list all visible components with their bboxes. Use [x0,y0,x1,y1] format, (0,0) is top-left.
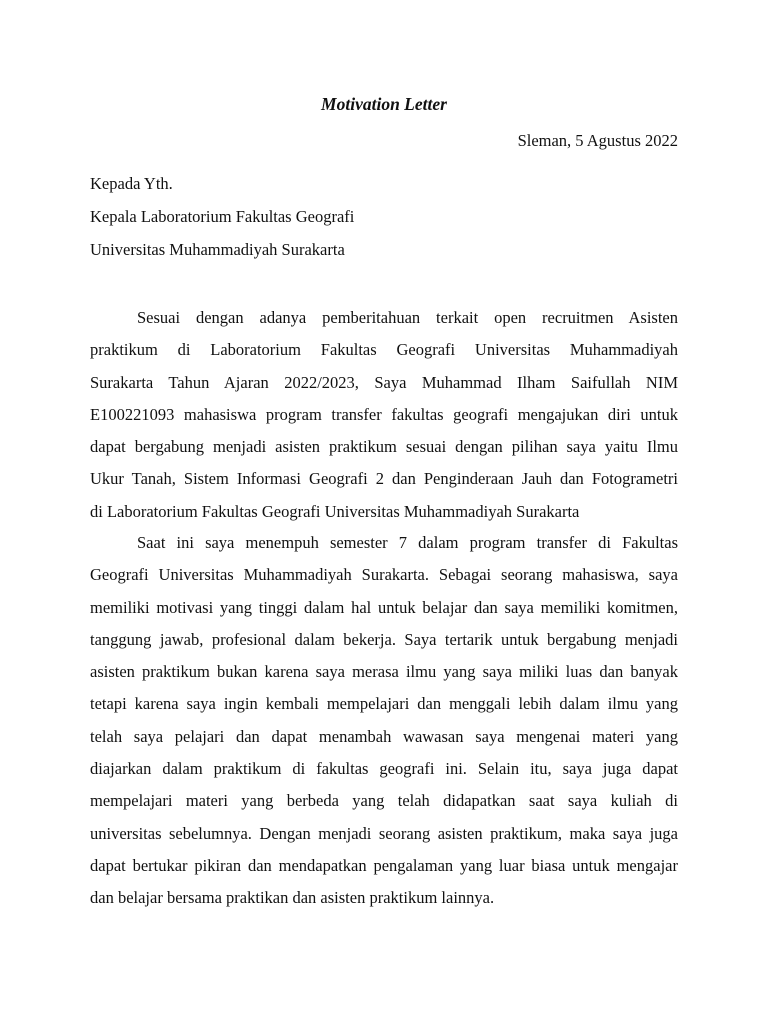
text-line: tanggung jawab, profesional dalam bekerja. Saya tertarik untuk bergabung menjadi [90,629,678,649]
addressee-line: Kepala Laboratorium Fakultas Geografi [90,207,355,226]
addressee-block [90,167,354,266]
text-line: diajarkan dalam praktikum di fakultas geografi ini. Selain itu, saya juga dapat [90,759,678,779]
text-line: dan belajar bersama praktikan dan asisten praktikum lainnya. [90,888,495,908]
text-line: Ukur Tanah, Sistem Informasi Geografi 2 dan Penginderaan Jauh dan Fotogrametri [90,469,678,489]
text-line: dapat bergabung menjadi asisten praktikum sesuai dengan pilihan saya yaitu Ilmu [90,437,678,457]
text-line: universitas sebelumnya. Dengan menjadi seorang asisten praktikum, maka saya juga [90,823,678,843]
text-line: Saat ini saya menempuh semester 7 dalam program transfer di Fakultas [137,533,678,552]
text-line: Sesuai dengan adanya pemberitahuan terkait open recruitmen Asisten [137,308,678,327]
text-line: mempelajari materi yang berbeda yang telah didapatkan saat saya kuliah di [90,791,678,811]
letter-title: Motivation Letter [321,94,447,114]
text-line: memiliki motivasi yang tinggi dalam hal untuk belajar dan saya memiliki komitmen, [90,597,678,617]
text-line: asisten praktikum bukan karena saya merasa ilmu yang saya miliki luas dan banyak [90,662,678,682]
place-date: Sleman, 5 Agustus 2022 [517,131,678,150]
paragraph-2 [90,527,678,915]
text-line: tetapi karena saya ingin kembali mempelajari dan menggali lebih dalam ilmu yang [90,694,678,714]
addressee-line: Kepada Yth. [90,174,173,193]
text-line: praktikum di Laboratorium Fakultas Geografi Universitas Muhammadiyah [90,340,678,360]
text-line: Geografi Universitas Muhammadiyah Surakarta. Sebagai seorang mahasiswa, saya [90,565,678,585]
text-line: Surakarta Tahun Ajaran 2022/2023, Saya Muhammad Ilham Saifullah NIM [90,372,678,392]
text-line: E100221093 mahasiswa program transfer fakultas geografi mengajukan diri untuk [90,404,678,424]
text-line: di Laboratorium Fakultas Geografi Universitas Muhammadiyah Surakarta [90,501,580,521]
addressee-line: Universitas Muhammadiyah Surakarta [90,240,345,259]
text-line: telah saya pelajari dan dapat menambah wawasan saya mengenai materi yang [90,726,678,746]
text-line: dapat bertukar pikiran dan mendapatkan pengalaman yang luar biasa untuk mengajar [90,855,678,875]
paragraph-1 [90,302,678,528]
